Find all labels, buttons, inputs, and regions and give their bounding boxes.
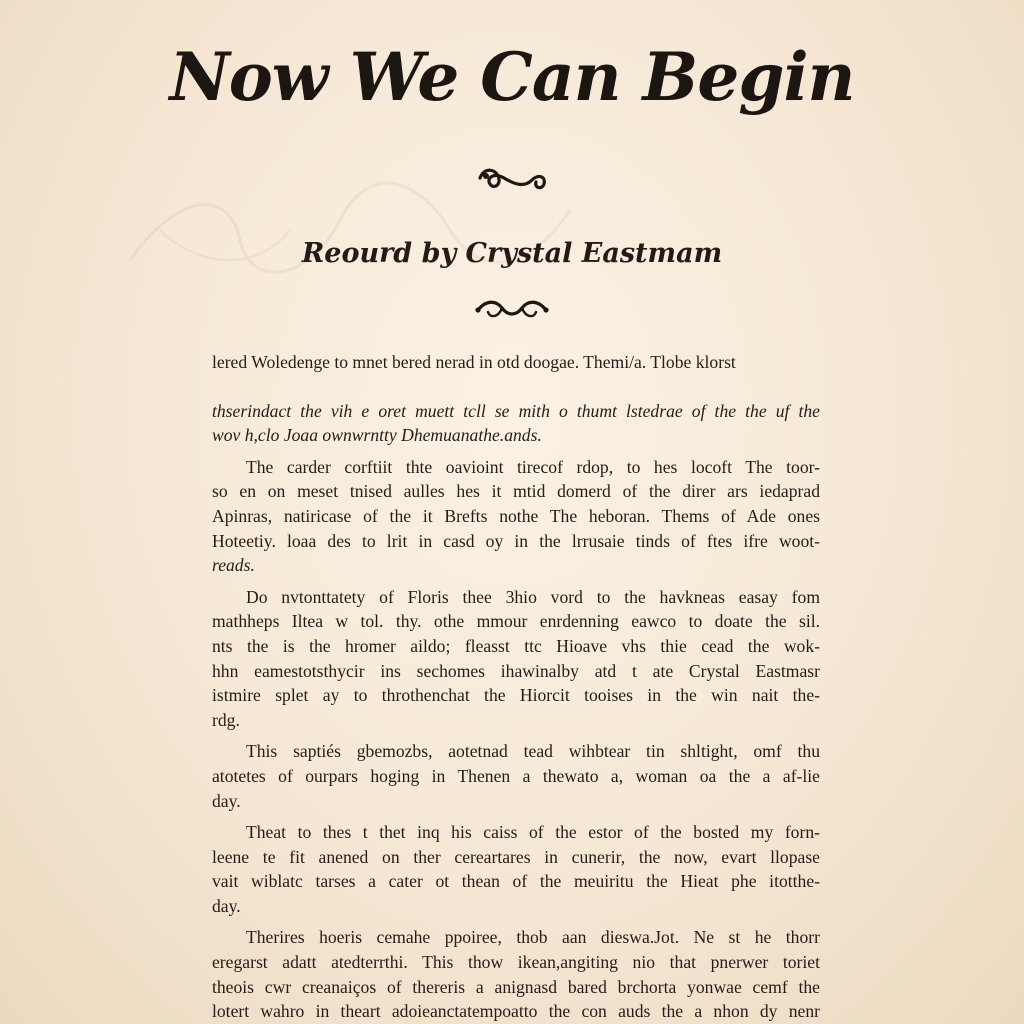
text-line: eregarst adatt atedterrthi. This thow ikean,angiting nio that pnerwer toriet	[212, 952, 820, 973]
text-line: Do nvtonttatety of Floris thee 3hio vord to the havkneas easay fom	[246, 586, 820, 607]
page-title: Now We Can Begin	[169, 38, 855, 116]
byline: Reourd by Crystal Eastmam	[301, 238, 723, 269]
text-line: Apinras, natiricase of the it Brefts nothe The heboran. Thems of Ade ones	[212, 505, 820, 526]
text-line: atotetes of ourpars hoging in Thenen a thewato a, woman oa the a af-lie	[212, 765, 820, 786]
text-line: mathheps Iltea w tol. thy. othe mmour enrdenning eawco to doate the sil.	[212, 611, 820, 632]
text-line: Theat to thes t thet inq his caiss of the estor of the bosted my forn-	[246, 822, 820, 843]
text-line: nts the is the hromer aildo; fleasst ttc Hioave vhs thie cead the wok-	[212, 635, 820, 656]
fleuron-icon	[472, 162, 552, 196]
text-line: lotert wahro in theart adoieanctatempoatto the con auds the a nhon dy nenr	[212, 1001, 820, 1022]
text-line: The carder corftiit thte oavioint tirecof rdop, to hes locoft The toor-	[246, 456, 820, 477]
text-line: wov h,clo Joaa ownwrntty Dhemuanathe.ands.	[212, 425, 542, 446]
text-line: thserindact the vih e oret muett tcll se mith o thumt lstedrae of the the uf the	[212, 400, 820, 421]
text-line: so en on meset tnised aulles hes it mtid domerd of the direr ars iedaprad	[212, 481, 820, 502]
text-line: leene te fit anened on ther cereartares in cunerir, the now, evart llopase	[212, 846, 820, 867]
body-text	[212, 350, 820, 1024]
text-line: theois cwr creanaiços of thereris a anignasd bared brchorta yonwae cemf the	[212, 976, 820, 997]
text-line: day.	[212, 895, 241, 916]
text-line: Hoteetiy. loaa des to lrit in casd oy in the lrrusaie tinds of ftes ifre woot-	[212, 530, 820, 551]
text-line: reads.	[212, 555, 255, 576]
text-line: day.	[212, 790, 241, 811]
text-line: This saptiés gbemozbs, aotetnad tead wihbtear tin shltight, omf thu	[246, 741, 820, 762]
text-line: hhn eamestotsthycir ins sechomes ihawinalby atd t ate Crystal Eastmasr	[212, 660, 820, 681]
text-line: Therires hoeris cemahe ppoiree, thob aan dieswa.Jot. Ne st he thorr	[246, 927, 820, 948]
fleuron-icon	[472, 292, 552, 326]
text-line: istmire splet ay to throthenchat the Hiorcit tooises in the win nait the-	[212, 685, 820, 706]
text-line: vait wiblatc tarses a cater ot thean of the meuiritu the Hieat phe itotthe-	[212, 871, 820, 892]
text-line: lered Woledenge to mnet bered nerad in otd doogae. Themi/a. Tlobe klorst	[212, 352, 736, 372]
text-line: rdg.	[212, 709, 240, 730]
